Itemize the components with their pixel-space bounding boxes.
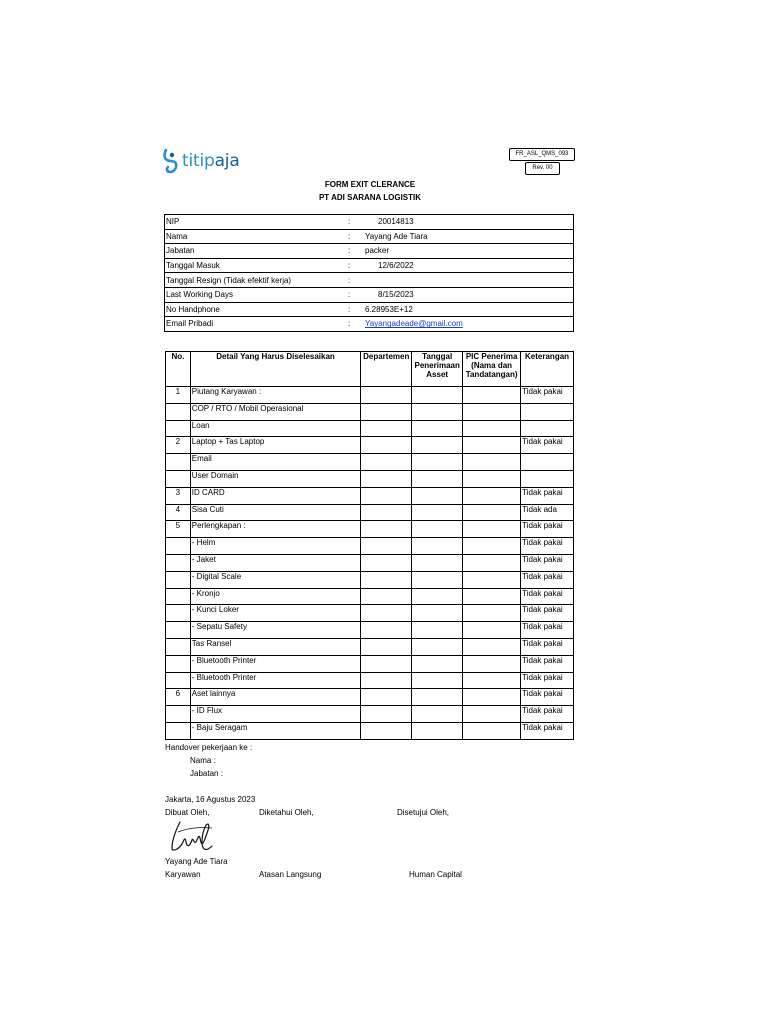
row-detail: Perlengkapan : [190,521,360,538]
info-row-last-working-days [165,287,574,302]
row-departemen [361,689,412,706]
row-pic [463,672,521,689]
row-keterangan: Tidak pakai [521,487,574,504]
diketahui-oleh: Diketahui Oleh, [259,808,314,817]
row-detail: Loan [190,420,360,437]
row-departemen [361,403,412,420]
email-link[interactable]: Yayangadeade@gmail.com [365,319,463,329]
row-detail: Sisa Cuti [190,504,360,521]
row-tanggal [412,655,463,672]
row-tanggal [412,605,463,622]
row-no: 1 [166,387,191,404]
row-keterangan: Tidak pakai [521,437,574,454]
table-row [166,538,574,555]
info-label: NIP [165,215,348,230]
row-departemen [361,487,412,504]
row-keterangan [521,420,574,437]
table-row [166,689,574,706]
row-tanggal [412,706,463,723]
row-departemen [361,672,412,689]
row-detail: - Bluetooth Printer [190,655,360,672]
header-departemen: Departemen [361,352,412,387]
handover-label: Handover pekerjaan ke : [165,743,253,752]
row-departemen [361,504,412,521]
row-pic [463,655,521,672]
row-detail: ID CARD [190,487,360,504]
handover-jabatan: Jabatan : [190,769,223,778]
info-value [364,273,574,288]
row-pic [463,403,521,420]
row-pic [463,605,521,622]
row-detail: - Sepatu Safety [190,622,360,639]
row-no [166,454,191,471]
row-tanggal [412,504,463,521]
company-title: PT ADI SARANA LOGISTIK [318,193,422,202]
info-colon: : [347,229,364,244]
row-keterangan: Tidak pakai [521,722,574,739]
info-row-email [165,317,574,332]
table-row [166,588,574,605]
row-departemen [361,521,412,538]
row-no [166,722,191,739]
table-row [166,706,574,723]
row-pic [463,521,521,538]
row-pic [463,571,521,588]
row-tanggal [412,487,463,504]
row-pic [463,706,521,723]
row-tanggal [412,622,463,639]
row-tanggal [412,672,463,689]
row-pic [463,622,521,639]
table-row [166,470,574,487]
row-departemen [361,588,412,605]
table-row [166,420,574,437]
row-departemen [361,638,412,655]
info-label: No Handphone [165,302,348,317]
row-tanggal [412,403,463,420]
info-colon: : [347,287,364,302]
table-row [166,554,574,571]
row-detail: - ID Flux [190,706,360,723]
row-detail: - Bluetooth Printer [190,672,360,689]
row-tanggal [412,470,463,487]
row-keterangan: Tidak pakai [521,538,574,555]
header-pic: PIC Penerima (Nama dan Tandatangan) [463,352,521,387]
row-departemen [361,538,412,555]
row-detail: Aset lainnya [190,689,360,706]
table-row [166,722,574,739]
row-tanggal [412,454,463,471]
row-departemen [361,706,412,723]
employee-info-table [164,214,574,332]
row-departemen [361,571,412,588]
info-row-tanggal-resign [165,273,574,288]
row-no [166,554,191,571]
info-label: Tanggal Resign (Tidak efektif kerja) [165,273,348,288]
titipaja-logo-icon [163,148,179,174]
info-colon: : [347,244,364,259]
row-no: 2 [166,437,191,454]
row-departemen [361,470,412,487]
row-no: 4 [166,504,191,521]
signature-image [168,818,216,856]
row-tanggal [412,554,463,571]
row-keterangan: Tidak pakai [521,554,574,571]
row-departemen [361,437,412,454]
table-row [166,387,574,404]
table-row [166,672,574,689]
table-row [166,521,574,538]
row-no [166,403,191,420]
row-detail: - Kronjo [190,588,360,605]
row-detail: Tas Ransel [190,638,360,655]
row-tanggal [412,521,463,538]
info-value: 8/15/2023 [364,287,574,302]
table-row [166,622,574,639]
row-pic [463,638,521,655]
row-keterangan [521,454,574,471]
form-title: FORM EXIT CLERANCE [324,180,416,189]
row-tanggal [412,689,463,706]
row-tanggal [412,420,463,437]
info-label: Email Pribadi [165,317,348,332]
row-pic [463,588,521,605]
clearance-table [165,351,574,740]
row-pic [463,689,521,706]
row-keterangan: Tidak pakai [521,571,574,588]
row-pic [463,554,521,571]
row-tanggal [412,638,463,655]
row-pic [463,722,521,739]
doc-code: FR_ASL_QMS_093 [509,148,575,161]
disetujui-oleh: Disetujui Oleh, [397,808,450,817]
row-detail: Piutang Karyawan : [190,387,360,404]
row-no [166,622,191,639]
table-row [166,504,574,521]
row-no [166,571,191,588]
row-keterangan: Tidak pakai [521,387,574,404]
place-date: Jakarta, 16 Agustus 2023 [165,795,256,804]
header-no: No. [166,352,191,387]
row-detail: - Jaket [190,554,360,571]
row-detail: - Baju Seragam [190,722,360,739]
handover-nama: Nama : [190,756,216,765]
row-pic [463,420,521,437]
row-keterangan [521,470,574,487]
row-pic [463,437,521,454]
row-keterangan [521,403,574,420]
row-detail: Email [190,454,360,471]
row-keterangan: Tidak pakai [521,638,574,655]
row-tanggal [412,571,463,588]
header-detail: Detail Yang Harus Diselesaikan [190,352,360,387]
row-departemen [361,387,412,404]
info-label: Tanggal Masuk [165,258,348,273]
info-colon: : [347,273,364,288]
row-pic [463,487,521,504]
table-row [166,487,574,504]
brand-name: titipaja [182,151,240,171]
info-colon: : [347,317,364,332]
row-tanggal [412,538,463,555]
row-no [166,655,191,672]
row-detail: - Helm [190,538,360,555]
info-value: Yayang Ade Tiara [364,229,574,244]
table-row [166,403,574,420]
row-keterangan: Tidak pakai [521,622,574,639]
header-tanggal: Tanggal Penerimaan Asset [412,352,463,387]
row-tanggal [412,722,463,739]
row-keterangan: Tidak ada [521,504,574,521]
row-no [166,605,191,622]
info-row-nip [165,215,574,230]
row-detail: - Kunci Loker [190,605,360,622]
row-no [166,538,191,555]
row-no [166,638,191,655]
revision-box: Rev. 00 [525,162,560,175]
row-keterangan: Tidak pakai [521,672,574,689]
row-no: 5 [166,521,191,538]
info-colon: : [347,215,364,230]
info-row-no-handphone [165,302,574,317]
info-value: 6.28953E+12 [364,302,574,317]
info-label: Jabatan [165,244,348,259]
row-departemen [361,554,412,571]
info-row-nama [165,229,574,244]
row-no [166,588,191,605]
info-value: 12/6/2022 [364,258,574,273]
row-keterangan: Tidak pakai [521,706,574,723]
row-no: 6 [166,689,191,706]
row-keterangan: Tidak pakai [521,605,574,622]
row-keterangan: Tidak pakai [521,655,574,672]
row-no [166,420,191,437]
table-row [166,571,574,588]
info-colon: : [347,302,364,317]
row-pic [463,470,521,487]
row-tanggal [412,437,463,454]
table-row [166,638,574,655]
header-keterangan: Keterangan [521,352,574,387]
row-tanggal [412,588,463,605]
info-label: Nama [165,229,348,244]
row-departemen [361,622,412,639]
info-value: 20014813 [364,215,574,230]
row-departemen [361,420,412,437]
row-departemen [361,454,412,471]
brand-logo [163,148,240,174]
row-detail: COP / RTO / Mobil Operasional [190,403,360,420]
row-detail: - Digital Scale [190,571,360,588]
info-label: Last Working Days [165,287,348,302]
table-header-row [166,352,574,387]
row-departemen [361,655,412,672]
info-row-jabatan [165,244,574,259]
row-departemen [361,722,412,739]
role-atasan: Atasan Langsung [259,870,322,879]
row-detail: Laptop + Tas Laptop [190,437,360,454]
row-no [166,672,191,689]
row-no [166,706,191,723]
dibuat-oleh: Dibuat Oleh, [165,808,210,817]
row-keterangan: Tidak pakai [521,689,574,706]
row-keterangan: Tidak pakai [521,521,574,538]
role-karyawan: Karyawan [165,870,201,879]
table-row [166,437,574,454]
row-pic [463,387,521,404]
signer-name: Yayang Ade Tiara [165,857,228,866]
table-row [166,454,574,471]
info-colon: : [347,258,364,273]
row-detail: User Domain [190,470,360,487]
info-row-tanggal-masuk [165,258,574,273]
row-pic [463,454,521,471]
row-tanggal [412,387,463,404]
row-keterangan: Tidak pakai [521,588,574,605]
row-no [166,470,191,487]
row-pic [463,504,521,521]
row-no: 3 [166,487,191,504]
row-departemen [361,605,412,622]
role-human-capital: Human Capital [409,870,462,879]
row-pic [463,538,521,555]
table-row [166,655,574,672]
info-value: packer [364,244,574,259]
table-row [166,605,574,622]
